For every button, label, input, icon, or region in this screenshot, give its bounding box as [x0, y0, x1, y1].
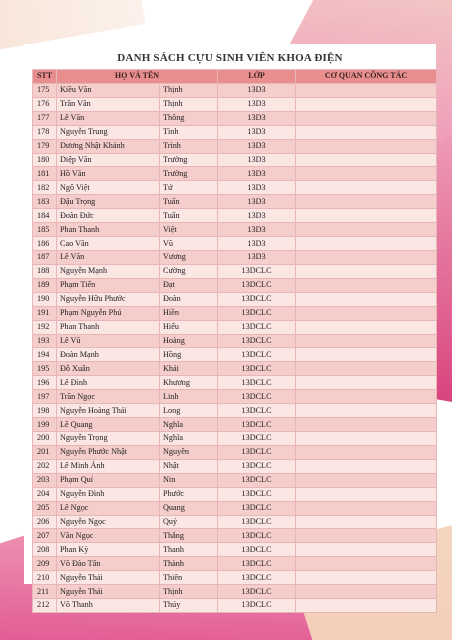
- cell-ten: Đoàn: [160, 292, 218, 306]
- table-row: [33, 362, 437, 376]
- cell-ten: Thịnh: [160, 97, 218, 111]
- cell-co-quan: [296, 111, 437, 125]
- cell-stt: 205: [33, 501, 57, 515]
- cell-ho: Đỗ Xuân: [57, 362, 160, 376]
- cell-lop: 13DCLC: [218, 459, 296, 473]
- table-row: [33, 125, 437, 139]
- cell-ho: Phạm Quí: [57, 473, 160, 487]
- table-row: [33, 334, 437, 348]
- table-row: [33, 292, 437, 306]
- cell-ten: Tuấn: [160, 195, 218, 209]
- cell-co-quan: [296, 250, 437, 264]
- cell-ho: Cao Văn: [57, 237, 160, 251]
- cell-lop: 13DCLC: [218, 515, 296, 529]
- cell-co-quan: [296, 237, 437, 251]
- cell-ho: Phạm Nguyễn Phú: [57, 306, 160, 320]
- cell-stt: 211: [33, 585, 57, 599]
- header-stt: STT: [33, 70, 57, 84]
- cell-stt: 195: [33, 362, 57, 376]
- cell-lop: 13DCLC: [218, 320, 296, 334]
- cell-lop: 13DCLC: [218, 431, 296, 445]
- cell-co-quan: [296, 599, 437, 613]
- cell-lop: 13D3: [218, 97, 296, 111]
- cell-ten: Hiếu: [160, 320, 218, 334]
- cell-ten: Khải: [160, 362, 218, 376]
- cell-co-quan: [296, 334, 437, 348]
- table-row: [33, 167, 437, 181]
- cell-ho: Nguyễn Ngọc: [57, 515, 160, 529]
- cell-ten: Nguyên: [160, 445, 218, 459]
- cell-ho: Hồ Văn: [57, 167, 160, 181]
- cell-ho: Lê Văn: [57, 111, 160, 125]
- cell-lop: 13D3: [218, 167, 296, 181]
- cell-co-quan: [296, 390, 437, 404]
- cell-lop: 13DCLC: [218, 334, 296, 348]
- cell-stt: 207: [33, 529, 57, 543]
- cell-ten: Nhật: [160, 459, 218, 473]
- cell-ho: Đoàn Đức: [57, 209, 160, 223]
- cell-ho: Trần Ngọc: [57, 390, 160, 404]
- cell-co-quan: [296, 585, 437, 599]
- cell-co-quan: [296, 97, 437, 111]
- cell-ho: Phan Thanh: [57, 320, 160, 334]
- cell-lop: 13D3: [218, 237, 296, 251]
- cell-stt: 178: [33, 125, 57, 139]
- cell-stt: 177: [33, 111, 57, 125]
- cell-lop: 13D3: [218, 153, 296, 167]
- cell-stt: 212: [33, 599, 57, 613]
- cell-ho: Phan Kỳ: [57, 543, 160, 557]
- cell-stt: 199: [33, 418, 57, 432]
- cell-ho: Kiều Văn: [57, 83, 160, 97]
- cell-ten: Tuấn: [160, 209, 218, 223]
- table-row: [33, 83, 437, 97]
- cell-lop: 13DCLC: [218, 529, 296, 543]
- cell-ten: Hiền: [160, 306, 218, 320]
- cell-stt: 198: [33, 404, 57, 418]
- cell-co-quan: [296, 501, 437, 515]
- table-row: [33, 585, 437, 599]
- cell-lop: 13DCLC: [218, 390, 296, 404]
- header-ho-ten: HỌ VÀ TÊN: [57, 70, 218, 84]
- cell-ten: Vũ: [160, 237, 218, 251]
- table-row: [33, 223, 437, 237]
- cell-ten: Việt: [160, 223, 218, 237]
- cell-lop: 13DCLC: [218, 501, 296, 515]
- table-header-row: [33, 70, 437, 84]
- cell-ho: Nguyễn Thái: [57, 585, 160, 599]
- cell-ho: Ngô Việt: [57, 181, 160, 195]
- table-row: [33, 250, 437, 264]
- cell-stt: 210: [33, 571, 57, 585]
- cell-ho: Phan Thanh: [57, 223, 160, 237]
- cell-stt: 184: [33, 209, 57, 223]
- cell-co-quan: [296, 278, 437, 292]
- cell-ten: Vương: [160, 250, 218, 264]
- table-row: [33, 376, 437, 390]
- cell-ten: Đạt: [160, 278, 218, 292]
- cell-ho: Võ Thanh: [57, 599, 160, 613]
- cell-co-quan: [296, 153, 437, 167]
- cell-lop: 13D3: [218, 223, 296, 237]
- cell-co-quan: [296, 139, 437, 153]
- cell-ten: Trường: [160, 153, 218, 167]
- table-row: [33, 571, 437, 585]
- cell-stt: 175: [33, 83, 57, 97]
- cell-lop: 13D3: [218, 195, 296, 209]
- table-row: [33, 264, 437, 278]
- cell-ten: Thành: [160, 557, 218, 571]
- cell-lop: 13DCLC: [218, 599, 296, 613]
- cell-co-quan: [296, 292, 437, 306]
- table-row: [33, 404, 437, 418]
- header-co-quan: CƠ QUAN CÔNG TÁC: [296, 70, 437, 84]
- cell-ten: Thịnh: [160, 83, 218, 97]
- cell-ten: Quang: [160, 501, 218, 515]
- cell-lop: 13DCLC: [218, 585, 296, 599]
- table-row: [33, 445, 437, 459]
- alumni-table: [32, 69, 437, 613]
- cell-stt: 192: [33, 320, 57, 334]
- cell-ten: Nghĩa: [160, 431, 218, 445]
- cell-ho: Văn Ngọc: [57, 529, 160, 543]
- table-row: [33, 515, 437, 529]
- cell-co-quan: [296, 348, 437, 362]
- cell-ten: Cường: [160, 264, 218, 278]
- cell-co-quan: [296, 431, 437, 445]
- cell-lop: 13DCLC: [218, 376, 296, 390]
- table-row: [33, 153, 437, 167]
- cell-lop: 13DCLC: [218, 292, 296, 306]
- cell-ten: Thanh: [160, 543, 218, 557]
- cell-stt: 176: [33, 97, 57, 111]
- table-row: [33, 431, 437, 445]
- cell-co-quan: [296, 487, 437, 501]
- cell-lop: 13DCLC: [218, 571, 296, 585]
- cell-ho: Võ Đào Tấn: [57, 557, 160, 571]
- cell-stt: 193: [33, 334, 57, 348]
- cell-ho: Lê Ngọc: [57, 501, 160, 515]
- cell-ten: Thắng: [160, 529, 218, 543]
- header-lop: LỚP: [218, 70, 296, 84]
- cell-stt: 190: [33, 292, 57, 306]
- cell-co-quan: [296, 473, 437, 487]
- cell-stt: 208: [33, 543, 57, 557]
- table-row: [33, 278, 437, 292]
- cell-co-quan: [296, 264, 437, 278]
- cell-lop: 13DCLC: [218, 487, 296, 501]
- cell-lop: 13D3: [218, 250, 296, 264]
- cell-co-quan: [296, 195, 437, 209]
- cell-stt: 201: [33, 445, 57, 459]
- cell-ho: Nguyễn Trọng: [57, 431, 160, 445]
- table-row: [33, 390, 437, 404]
- table-row: [33, 237, 437, 251]
- cell-co-quan: [296, 543, 437, 557]
- cell-stt: 209: [33, 557, 57, 571]
- cell-co-quan: [296, 459, 437, 473]
- table-row: [33, 501, 437, 515]
- cell-co-quan: [296, 125, 437, 139]
- cell-lop: 13DCLC: [218, 418, 296, 432]
- cell-ten: Tình: [160, 125, 218, 139]
- cell-stt: 197: [33, 390, 57, 404]
- cell-ho: Diệp Văn: [57, 153, 160, 167]
- cell-stt: 189: [33, 278, 57, 292]
- cell-stt: 180: [33, 153, 57, 167]
- cell-ten: Thịnh: [160, 585, 218, 599]
- cell-lop: 13DCLC: [218, 264, 296, 278]
- cell-stt: 204: [33, 487, 57, 501]
- cell-stt: 188: [33, 264, 57, 278]
- table-row: [33, 348, 437, 362]
- table-row: [33, 543, 437, 557]
- cell-ho: Đoàn Mạnh: [57, 348, 160, 362]
- cell-co-quan: [296, 320, 437, 334]
- cell-lop: 13DCLC: [218, 445, 296, 459]
- table-row: [33, 529, 437, 543]
- cell-ho: Nguyễn Đình: [57, 487, 160, 501]
- cell-stt: 194: [33, 348, 57, 362]
- cell-ten: Nghĩa: [160, 418, 218, 432]
- table-row: [33, 320, 437, 334]
- cell-ho: Đậu Trọng: [57, 195, 160, 209]
- cell-ten: Hoàng: [160, 334, 218, 348]
- cell-stt: 179: [33, 139, 57, 153]
- cell-co-quan: [296, 418, 437, 432]
- cell-lop: 13DCLC: [218, 306, 296, 320]
- cell-ten: Long: [160, 404, 218, 418]
- cell-lop: 13D3: [218, 83, 296, 97]
- cell-ho: Nguyễn Mạnh: [57, 264, 160, 278]
- cell-ho: Lê Văn: [57, 250, 160, 264]
- cell-ten: Quý: [160, 515, 218, 529]
- cell-ten: Linh: [160, 390, 218, 404]
- cell-lop: 13DCLC: [218, 543, 296, 557]
- cell-ho: Lê Minh Ánh: [57, 459, 160, 473]
- cell-lop: 13D3: [218, 181, 296, 195]
- cell-ho: Phạm Tiến: [57, 278, 160, 292]
- document-sheet: [24, 44, 436, 610]
- table-row: [33, 209, 437, 223]
- cell-lop: 13DCLC: [218, 404, 296, 418]
- table-row: [33, 306, 437, 320]
- table-row: [33, 473, 437, 487]
- cell-ho: Lê Đình: [57, 376, 160, 390]
- cell-lop: 13D3: [218, 139, 296, 153]
- cell-stt: 203: [33, 473, 57, 487]
- cell-stt: 196: [33, 376, 57, 390]
- cell-co-quan: [296, 223, 437, 237]
- cell-co-quan: [296, 167, 437, 181]
- cell-ho: Nguyễn Trung: [57, 125, 160, 139]
- cell-co-quan: [296, 306, 437, 320]
- cell-stt: 191: [33, 306, 57, 320]
- cell-co-quan: [296, 209, 437, 223]
- cell-co-quan: [296, 376, 437, 390]
- cell-lop: 13DCLC: [218, 473, 296, 487]
- table-row: [33, 557, 437, 571]
- cell-co-quan: [296, 362, 437, 376]
- cell-co-quan: [296, 571, 437, 585]
- cell-ho: Nguyễn Hữu Phước: [57, 292, 160, 306]
- cell-ten: Thiên: [160, 571, 218, 585]
- table-row: [33, 111, 437, 125]
- cell-stt: 186: [33, 237, 57, 251]
- cell-stt: 200: [33, 431, 57, 445]
- cell-co-quan: [296, 557, 437, 571]
- page-title: DANH SÁCH CỰU SINH VIÊN KHOA ĐIỆN: [117, 52, 343, 64]
- table-row: [33, 97, 437, 111]
- cell-lop: 13DCLC: [218, 557, 296, 571]
- cell-ten: Thúy: [160, 599, 218, 613]
- cell-co-quan: [296, 404, 437, 418]
- cell-stt: 182: [33, 181, 57, 195]
- table-row: [33, 139, 437, 153]
- cell-ten: Thông: [160, 111, 218, 125]
- cell-stt: 187: [33, 250, 57, 264]
- table-row: [33, 487, 437, 501]
- cell-ten: Phước: [160, 487, 218, 501]
- cell-stt: 183: [33, 195, 57, 209]
- table-row: [33, 418, 437, 432]
- cell-ho: Nguyễn Hoàng Thái: [57, 404, 160, 418]
- cell-lop: 13DCLC: [218, 362, 296, 376]
- cell-stt: 202: [33, 459, 57, 473]
- cell-ten: Trình: [160, 139, 218, 153]
- cell-co-quan: [296, 181, 437, 195]
- cell-lop: 13D3: [218, 125, 296, 139]
- table-row: [33, 181, 437, 195]
- cell-ho: Nguyễn Phước Nhật: [57, 445, 160, 459]
- cell-ho: Dương Nhật Khánh: [57, 139, 160, 153]
- cell-lop: 13D3: [218, 111, 296, 125]
- cell-co-quan: [296, 445, 437, 459]
- cell-ho: Nguyễn Thái: [57, 571, 160, 585]
- cell-ho: Lê Vũ: [57, 334, 160, 348]
- cell-co-quan: [296, 83, 437, 97]
- cell-ho: Lê Quang: [57, 418, 160, 432]
- cell-lop: 13DCLC: [218, 278, 296, 292]
- cell-stt: 206: [33, 515, 57, 529]
- cell-ten: Khương: [160, 376, 218, 390]
- cell-lop: 13D3: [218, 209, 296, 223]
- table-row: [33, 195, 437, 209]
- cell-co-quan: [296, 515, 437, 529]
- table-row: [33, 459, 437, 473]
- table-row: [33, 599, 437, 613]
- cell-ho: Trần Văn: [57, 97, 160, 111]
- cell-stt: 185: [33, 223, 57, 237]
- cell-ten: Hồng: [160, 348, 218, 362]
- cell-stt: 181: [33, 167, 57, 181]
- cell-ten: Tứ: [160, 181, 218, 195]
- cell-ten: Trường: [160, 167, 218, 181]
- cell-ten: Nin: [160, 473, 218, 487]
- cell-co-quan: [296, 529, 437, 543]
- cell-lop: 13DCLC: [218, 348, 296, 362]
